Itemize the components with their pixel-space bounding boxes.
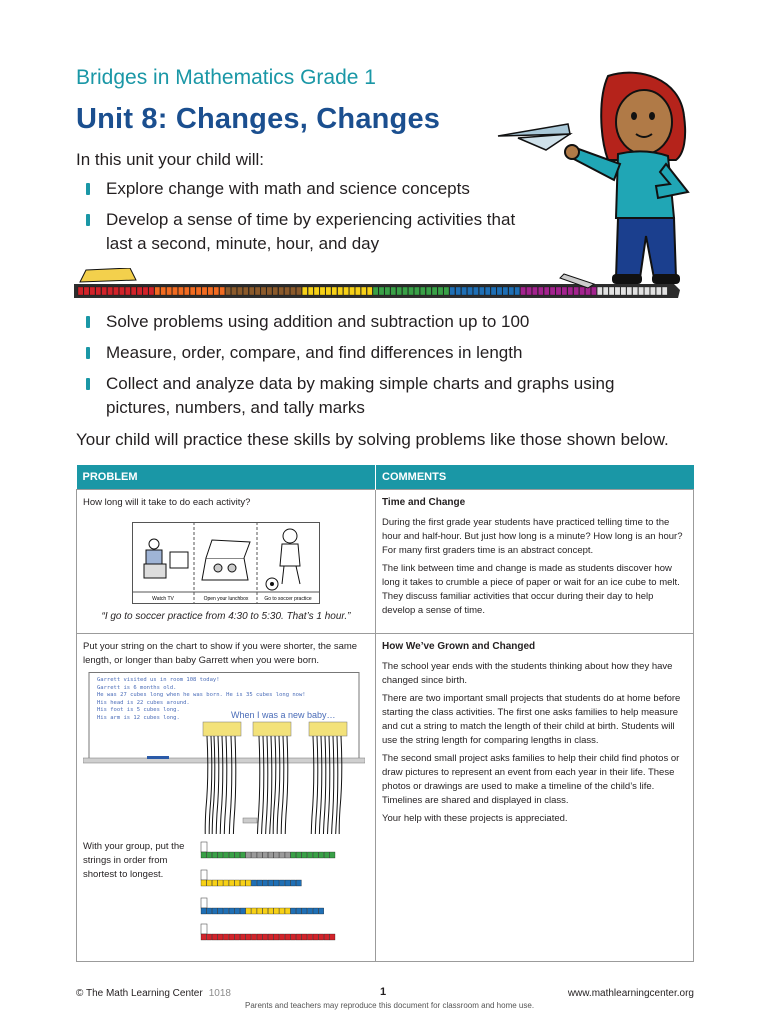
baby-chart [83, 672, 365, 834]
panel-label-tv: Watch TV [152, 596, 174, 602]
girl-illustration [488, 68, 698, 286]
chart-notes: Garrett visited us in room 108 today! Garrett is 6 months old. He was 27 cubes long when he was born. He is 35 cubes long now! His head is 22 cubes around. His foot is 5 cubes long. His arm is 12 cubes long. [97, 677, 306, 721]
goal-item: Develop a sense of time by experiencing activities that last a second, minute, hour, and day [76, 208, 546, 256]
comment-title: Time and Change [382, 497, 466, 508]
table-row [77, 634, 694, 962]
goals-list-bottom [76, 310, 676, 427]
problem-cell-growth [77, 634, 376, 962]
practice-line: Your child will practice these skills by solving problems like those shown below. [76, 430, 669, 449]
activity-panels [132, 522, 320, 604]
table-row [77, 490, 694, 634]
comment-paragraph: There are two important small projects that students do at home before starting the class activities. The first one asks families to help measure and cut a string to match the length of their child at birth. Students will use the string length for comparing lengths in class. [382, 693, 681, 746]
comment-paragraph: The second small project asks families to help their child find photos or draw pictures to represent an event from each year in their life. These photos or drawings are used to make a timeline of the child’s life. Timelines are shared and displayed in class. [382, 753, 680, 806]
comment-title: How We’ve Grown and Changed [382, 641, 536, 652]
problem-question: How long will it take to do each activity? [83, 497, 251, 508]
intro-text: In this unit your child will: [76, 150, 265, 169]
panel-label-soccer: Go to soccer practice [264, 596, 312, 602]
document-code: 1018 [208, 988, 231, 999]
bullet-mark [86, 183, 90, 195]
series-title: Bridges in Mathematics Grade 1 [76, 66, 376, 89]
problem-comments-table [76, 465, 694, 962]
comment-paragraph: Your help with these projects is appreciated. [382, 813, 568, 824]
cube-strings [199, 840, 349, 948]
timeline-band [74, 268, 700, 302]
bullet-mark [86, 378, 90, 390]
group-instructions: With your group, put the strings in order from shortest to longest. [83, 841, 185, 880]
comment-paragraph: During the first grade year students have practiced telling time to the hour and half-hour. But just how long is a minute? How long is an hour? For many first graders time is an abstract concept. [382, 517, 683, 556]
group-activity [83, 840, 369, 950]
page-number: 1 [380, 986, 387, 998]
goal-item: Measure, order, compare, and find differences in length [76, 341, 676, 365]
panel-label-lunchbox: Open your lunchbox [203, 596, 249, 602]
reproduction-note: Parents and teachers may reproduce this document for classroom and home use. [245, 1001, 535, 1010]
goal-item: Explore change with math and science concepts [76, 177, 546, 201]
goal-item: Collect and analyze data by making simple charts and graphs using pictures, numbers, and tally marks [76, 372, 676, 420]
comment-cell-time [376, 490, 694, 634]
footer-copyright: © The Math Learning Center 1018 [76, 988, 231, 999]
chart-title: When I was a new baby… [231, 710, 336, 720]
goal-item: Solve problems using addition and subtraction up to 100 [76, 310, 676, 334]
problem-cell-time [77, 490, 376, 634]
comments-header: COMMENTS [376, 465, 694, 490]
bullet-mark [86, 316, 90, 328]
goals-list-top [76, 177, 546, 263]
website-link[interactable]: www.mathlearningcenter.org [567, 988, 694, 999]
comment-cell-growth [376, 634, 694, 962]
comment-paragraph: The link between time and change is made as students discover how long it takes to crumble a piece of paper or wait for an ice cube to melt. They discuss familiar activities that occur during their day to help develop a sense of time. [382, 563, 680, 616]
unit-title: Unit 8: Changes, Changes [76, 103, 441, 135]
bullet-mark [86, 214, 90, 226]
bullet-mark [86, 347, 90, 359]
comment-paragraph: The school year ends with the students thinking about how they have changed since birth. [382, 661, 673, 686]
problem-header: PROBLEM [77, 465, 376, 490]
problem-question: Put your string on the chart to show if you were shorter, the same length, or longer than baby Garrett when you were born. [83, 641, 358, 666]
soccer-quote: “I go to soccer practice from 4:30 to 5:30. That’s 1 hour.” [101, 611, 351, 622]
table-header-row [77, 465, 694, 490]
